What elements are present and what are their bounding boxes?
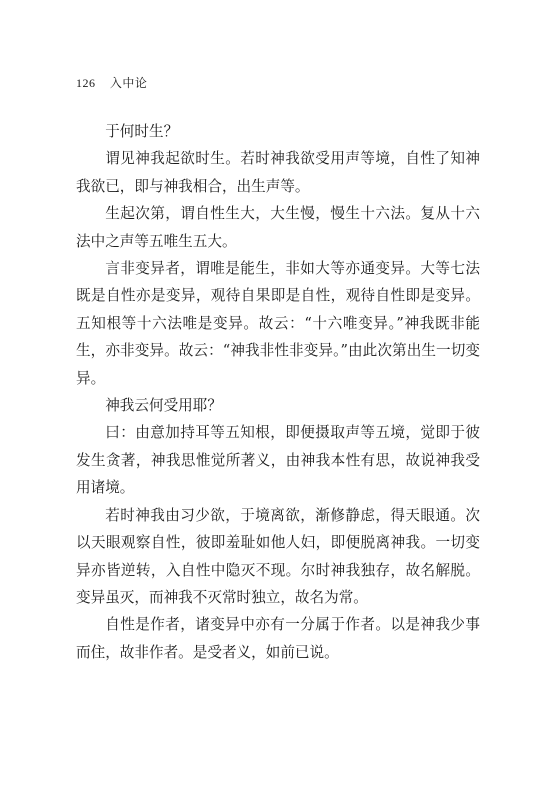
running-header <box>76 74 147 91</box>
body-text <box>76 118 480 666</box>
paragraph-answer-when: 谓见神我起欲时生。若时神我欲受用声等境，自性了知神我欲已，即与神我相合，出生声等。 <box>76 150 480 195</box>
paragraph-order-of-arising: 生起次第，谓自性生大，大生慢，慢生十六法。复从十六法中之声等五唯生五大。 <box>76 205 480 250</box>
paragraph-agent: 自性是作者，诸变异中亦有一分属于作者。以是神我少事而住，故非作者。是受者义，如前已说。 <box>76 616 480 661</box>
paragraph-question-when: 于何时生？ <box>105 123 179 140</box>
paragraph-question-enjoyment: 神我云何受用耶？ <box>105 397 222 415</box>
book-title: 入中论 <box>109 76 148 90</box>
page-number: 126 <box>76 76 96 90</box>
paragraph-liberation: 若时神我由习少欲，于境离欲，渐修静虑，得天眼通。次以天眼观察自性，彼即羞耻如他人妇，即便脱离神我。一切变异亦皆逆转，入自性中隐灭不现。尔时神我独存，故名解脱。变异虽灭，而神我不灭常时独立，故名为常。 <box>76 506 480 606</box>
paragraph-answer-enjoyment: 曰：由意加持耳等五知根，即便摄取声等五境，觉即于彼发生贪著，神我思惟觉所著义，由神我本性有思，故说神我受用诸境。 <box>76 424 480 497</box>
paragraph-non-transformation: 言非变异者，谓唯是能生，非如大等亦通变异。大等七法既是自性亦是变异，观待自果即是自性，观待自性即是变异。五知根等十六法唯是变异。故云：“十六唯变异。”神我既非能生，亦非变异。故云：“神我非性非变异。”由此次第出生一切变异。 <box>76 260 480 387</box>
